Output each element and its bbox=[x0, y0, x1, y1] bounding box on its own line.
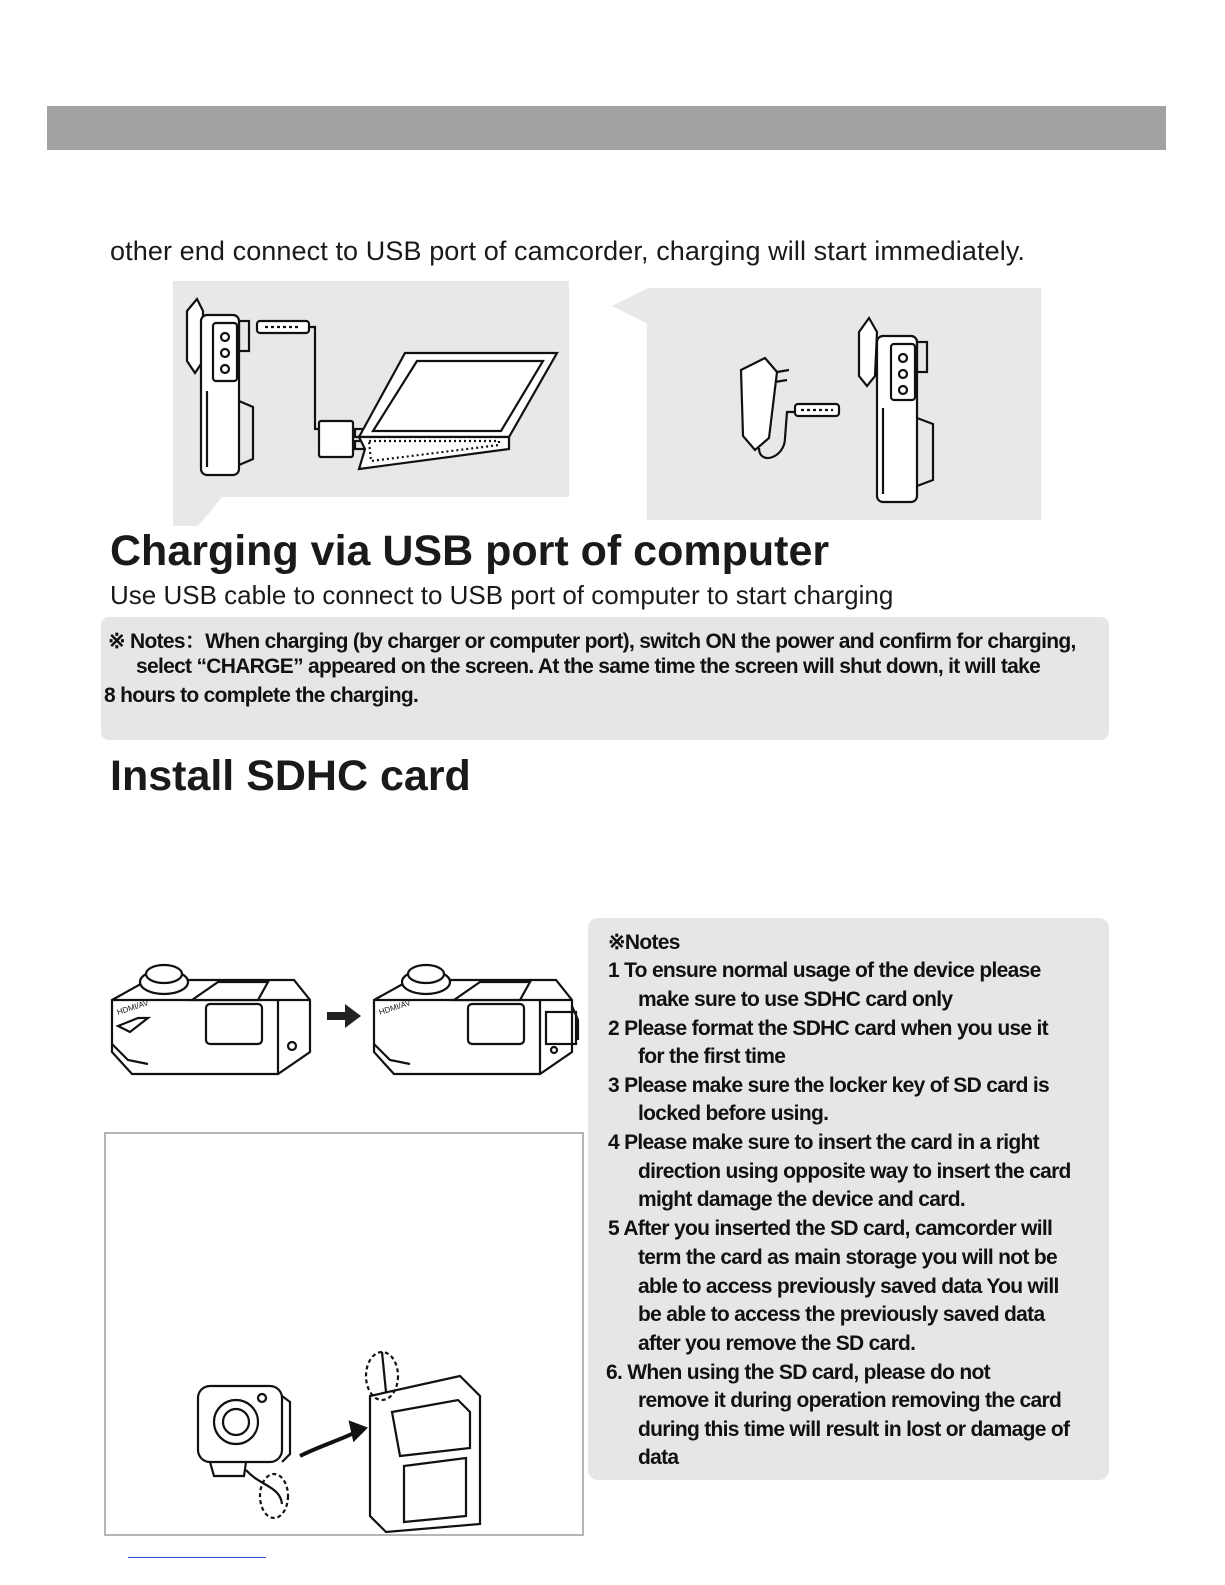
sd-insert-before-illustration bbox=[108, 960, 318, 1080]
sdhc-note-line: after you remove the SD card. bbox=[638, 1332, 916, 1355]
footer-link-underline bbox=[128, 1557, 266, 1558]
sd-insert-after-illustration bbox=[370, 960, 582, 1080]
sdhc-note-line: able to access previously saved data You will bbox=[638, 1275, 1059, 1298]
charging-note-line-3: 8 hours to complete the charging. bbox=[104, 684, 419, 707]
sdhc-title: Install SDHC card bbox=[110, 752, 471, 800]
sdhc-note-line: during this time will result in lost or damage of bbox=[638, 1418, 1070, 1441]
sdhc-note-line: 6. When using the SD card, please do not bbox=[606, 1361, 990, 1384]
sdhc-note-line: direction using opposite way to insert the card bbox=[638, 1160, 1071, 1183]
charging-subtitle: Use USB cable to connect to USB port of computer to start charging bbox=[110, 580, 894, 610]
sdhc-note-line: locked before using. bbox=[638, 1102, 829, 1125]
wall-charger-illustration bbox=[647, 288, 1041, 520]
sdhc-notes-heading: ※Notes bbox=[608, 931, 680, 954]
section-header-bar bbox=[47, 106, 1166, 150]
sd-card-insert-illustration bbox=[190, 1336, 510, 1532]
charging-note-line-2: select “CHARGE” appeared on the screen. At the same time the screen will shut down, it will take bbox=[136, 655, 1041, 678]
sdhc-notes-box bbox=[588, 918, 1109, 1480]
sdhc-note-line: remove it during operation removing the card bbox=[638, 1389, 1062, 1412]
sdhc-note-line: 3 Please make sure the locker key of SD card is bbox=[608, 1074, 1050, 1097]
usb-computer-illustration bbox=[173, 281, 569, 497]
usb-panel-pointer bbox=[173, 496, 223, 526]
step-arrow-icon bbox=[327, 1004, 361, 1028]
sdhc-note-line: be able to access the previously saved data bbox=[638, 1303, 1045, 1326]
sdhc-note-line: make sure to use SDHC card only bbox=[638, 988, 953, 1011]
sdhc-note-line: for the first time bbox=[638, 1045, 786, 1068]
charging-title: Charging via USB port of computer bbox=[110, 527, 830, 575]
charger-panel-pointer bbox=[612, 288, 648, 324]
hdmi-port-label: HDMI/AV bbox=[115, 998, 150, 1017]
hdmi-port-label-after: HDMI/AV bbox=[377, 998, 412, 1017]
intro-text: other end connect to USB port of camcorder, charging will start immediately. bbox=[110, 236, 1026, 266]
sdhc-note-line: 2 Please format the SDHC card when you use it bbox=[608, 1017, 1048, 1040]
sdhc-note-line: data bbox=[638, 1446, 679, 1469]
sdhc-note-line: 4 Please make sure to insert the card in a right bbox=[608, 1131, 1039, 1154]
sdhc-note-line: 5 After you inserted the SD card, camcorder will bbox=[608, 1217, 1053, 1240]
sdhc-note-line: 1 To ensure normal usage of the device please bbox=[608, 959, 1041, 982]
sdhc-note-line: might damage the device and card. bbox=[638, 1188, 965, 1211]
charging-note-line-1: ※ Notes：When charging (by charger or computer port), switch ON the power and confirm for charging, bbox=[108, 630, 1076, 653]
sdhc-note-line: term the card as main storage you will not be bbox=[638, 1246, 1057, 1269]
